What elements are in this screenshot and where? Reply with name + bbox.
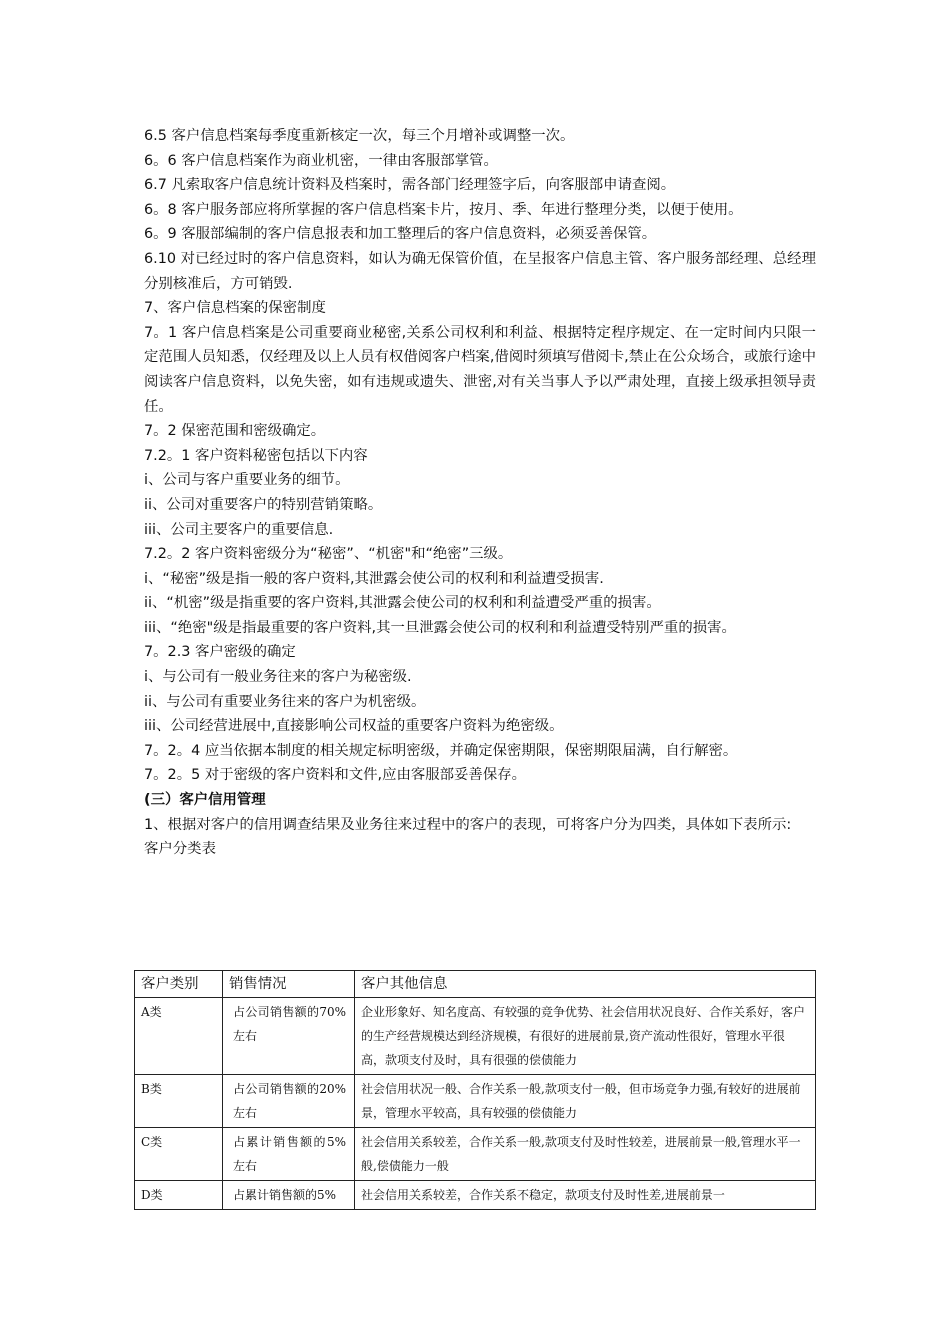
cell-sales: 占累计销售额的5%左右 bbox=[223, 1128, 355, 1181]
paragraph: 7。2。4 应当依据本制度的相关规定标明密级，并确定保密期限，保密期限届满，自行解密。 bbox=[144, 742, 738, 759]
cell-category: C类 bbox=[135, 1128, 223, 1181]
header-sales: 销售情况 bbox=[223, 971, 355, 998]
paragraph: 7。2.3 客户密级的确定 bbox=[144, 644, 296, 661]
document-body bbox=[144, 124, 816, 862]
paragraph: 6。9 客服部编制的客户信息报表和加工整理后的客户信息资料，必须妥善保管。 bbox=[144, 226, 657, 243]
table-header-row bbox=[135, 971, 816, 998]
paragraph: 1、根据对客户的信用调查结果及业务往来过程中的客户的表现，可将客户分为四类，具体如下表所示: bbox=[144, 816, 792, 833]
list-item: i、“秘密”级是指一般的客户资料,其泄露会使公司的权利和利益遭受损害. bbox=[144, 570, 604, 587]
paragraph: 6.10 对已经过时的客户信息资料，如认为确无保管价值，在呈报客户信息主管、客户服务部经理、总经理分别核准后，方可销毁. bbox=[144, 250, 816, 292]
paragraph: 7。2。5 对于密级的客户资料和文件,应由客服部妥善保存。 bbox=[144, 767, 526, 784]
header-info: 客户其他信息 bbox=[355, 971, 816, 998]
list-item: ii、“机密”级是指重要的客户资料,其泄露会使公司的权利和利益遭受严重的损害。 bbox=[144, 595, 661, 612]
table-row bbox=[135, 1181, 816, 1210]
cell-category: B类 bbox=[135, 1075, 223, 1128]
table-caption: 客户分类表 bbox=[144, 841, 216, 858]
section-heading: 7、客户信息档案的保密制度 bbox=[144, 300, 326, 317]
table-row bbox=[135, 998, 816, 1075]
cell-sales: 占公司销售额的70%左右 bbox=[223, 998, 355, 1075]
paragraph: 6。8 客户服务部应将所掌握的客户信息档案卡片，按月、季、年进行整理分类，以便于使用。 bbox=[144, 201, 743, 218]
header-category: 客户类别 bbox=[135, 971, 223, 998]
cell-info: 社会信用状况一般、合作关系一般,款项支付一般，但市场竞争力强,有较好的进展前景，管理水平较高，具有较强的偿债能力 bbox=[355, 1075, 816, 1128]
paragraph: 6。6 客户信息档案作为商业机密，一律由客服部掌管。 bbox=[144, 152, 498, 169]
list-item: i、公司与客户重要业务的细节。 bbox=[144, 472, 350, 489]
cell-sales: 占公司销售额的20%左右 bbox=[223, 1075, 355, 1128]
table-row bbox=[135, 1075, 816, 1128]
paragraph: 7.2。1 客户资料秘密包括以下内容 bbox=[144, 447, 368, 464]
cell-sales: 占累计销售额的5% bbox=[223, 1181, 355, 1210]
section-heading: (三）客户信用管理 bbox=[144, 792, 266, 809]
list-item: i、与公司有一般业务往来的客户为秘密级. bbox=[144, 669, 412, 686]
paragraph: 6.5 客户信息档案每季度重新核定一次，每三个月增补或调整一次。 bbox=[144, 128, 575, 144]
table-row bbox=[135, 1128, 816, 1181]
cell-category: D类 bbox=[135, 1181, 223, 1210]
list-item: iii、公司经营进展中,直接影响公司权益的重要客户资料为绝密级。 bbox=[144, 718, 564, 735]
cell-info: 社会信用关系较差，合作关系一般,款项支付及时性较差，进展前景一般,管理水平一般,偿债能力一般 bbox=[355, 1128, 816, 1181]
cell-info: 社会信用关系较差，合作关系不稳定，款项支付及时性差,进展前景一 bbox=[355, 1181, 816, 1210]
cell-category: A类 bbox=[135, 998, 223, 1075]
list-item: iii、公司主要客户的重要信息. bbox=[144, 521, 334, 538]
paragraph: 6.7 凡索取客户信息统计资料及档案时，需各部门经理签字后，向客服部申请查阅。 bbox=[144, 177, 676, 194]
list-item: ii、公司对重要客户的特别营销策略。 bbox=[144, 496, 383, 513]
list-item: ii、与公司有重要业务往来的客户为机密级。 bbox=[144, 693, 426, 710]
paragraph: 7。2 保密范围和密级确定。 bbox=[144, 423, 326, 440]
list-item: iii、“绝密"级是指最重要的客户资料,其一旦泄露会使公司的权利和利益遭受特别严重的损害。 bbox=[144, 619, 736, 636]
paragraph: 7。1 客户信息档案是公司重要商业秘密,关系公司权利和利益、根据特定程序规定、在一定时间内只限一定范围人员知悉，仅经理及以上人员有权借阅客户档案,借阅时须填写借阅卡,禁止在公众场合，或旅行途中阅读客户信息资料，以免失密，如有违规或遗失、泄密,对有关当事人予以严肃处理，直接上级承担领导责任。 bbox=[144, 324, 816, 415]
cell-info: 企业形象好、知名度高、有较强的竞争优势、社会信用状况良好、合作关系好，客户的生产经营规模达到经济规模，有很好的进展前景,资产流动性很好，管理水平很高，款项支付及时，具有很强的偿债能力 bbox=[355, 998, 816, 1075]
customer-classification-table bbox=[134, 970, 816, 1210]
paragraph: 7.2。2 客户资料密级分为“秘密”、“机密"和“绝密”三级。 bbox=[144, 546, 513, 563]
